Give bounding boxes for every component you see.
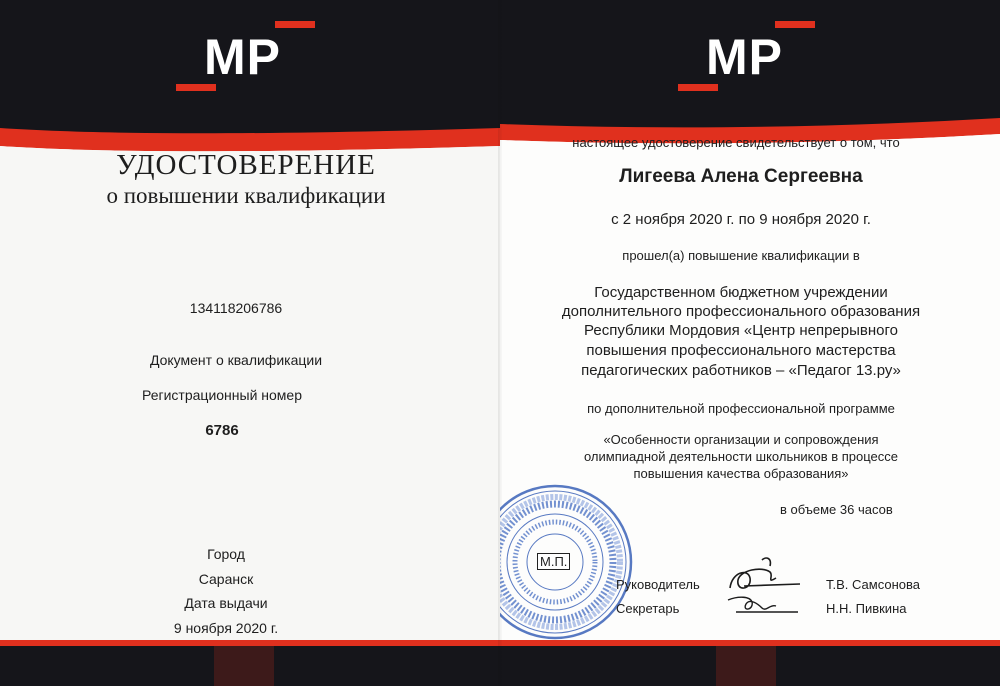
head-label: Руководитель [616, 577, 700, 592]
program-line-1: «Особенности организации и сопровождения [603, 432, 879, 447]
issue-date-label: Дата выдачи [184, 595, 268, 611]
organization-line-1: Государственном бюджетном учреждении [594, 284, 888, 301]
city-label: Город [207, 546, 245, 562]
brand-logo: MP [204, 29, 281, 85]
passed-text: прошел(а) повышение квалификации в [622, 248, 860, 263]
recipient-name: Лигеева Алена Сергеевна [619, 166, 863, 187]
head-name: Т.В. Самсонова [826, 577, 920, 592]
program-line-3: повышения качества образования» [633, 466, 849, 481]
head-signature [730, 558, 800, 588]
signatures [500, 0, 1000, 686]
document-number: 134118206786 [189, 300, 283, 316]
organization-line-5: педагогических работников – «Педагог 13.ру» [581, 362, 901, 379]
stamp-placeholder: М.П. [537, 553, 570, 570]
organization-line-2: дополнительного профессионального образования [561, 303, 921, 320]
certificate-subtitle: о повышении квалификации [106, 183, 386, 208]
brand-logo-right: MP [706, 29, 783, 85]
training-period: с 2 ноября 2020 г. по 9 ноября 2020 г. [611, 211, 871, 228]
issue-date-value: 9 ноября 2020 г. [173, 620, 279, 636]
program-label: по дополнительной профессиональной программе [587, 401, 895, 416]
organization-line-4: повышения профессионального мастерства [586, 342, 896, 359]
registration-number: 6786 [205, 422, 239, 439]
organization-line-3: Республики Мордовия «Центр непрерывного [584, 322, 898, 339]
right-page [500, 0, 1000, 686]
secretary-label: Секретарь [616, 601, 680, 616]
secretary-name: Н.Н. Пивкина [826, 601, 907, 616]
city-value: Саранск [198, 571, 254, 587]
certificate-title: УДОСТОВЕРЕНИЕ [116, 149, 376, 181]
secretary-signature [728, 597, 798, 612]
book-fold [498, 0, 502, 686]
program-line-2: олимпиадной деятельности школьников в процессе [583, 449, 899, 464]
course-volume: в объеме 36 часов [780, 502, 893, 517]
registration-label: Регистрационный номер [142, 387, 302, 403]
intro-text: настоящее удостоверение свидетельствует о том, что [572, 135, 900, 150]
document-label: Документ о квалификации [149, 352, 323, 368]
